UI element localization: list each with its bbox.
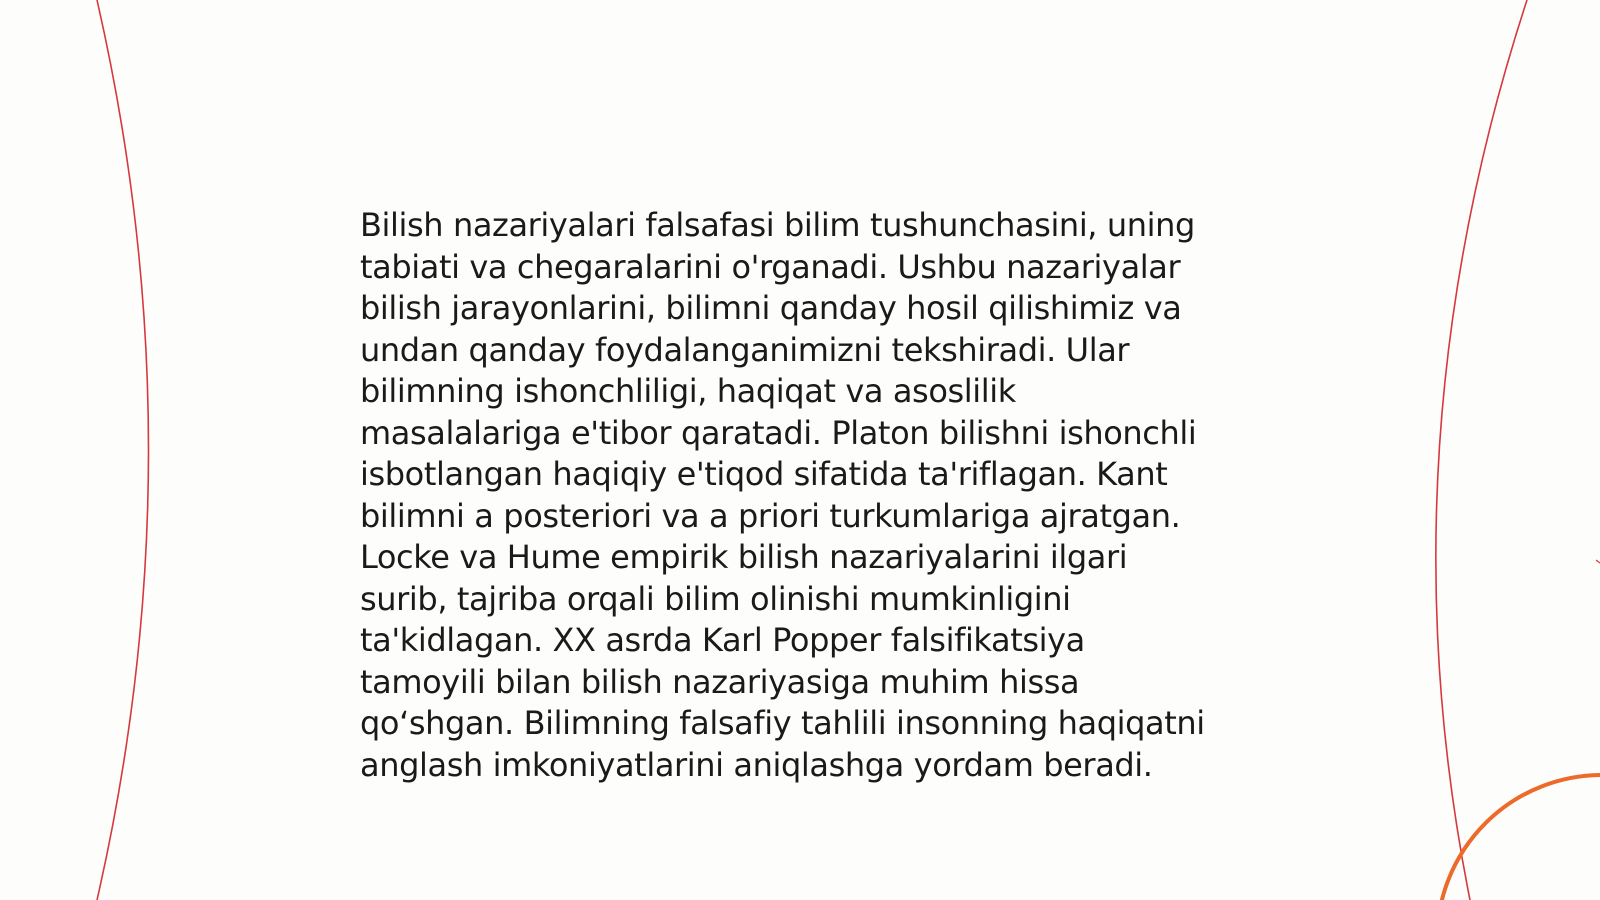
paragraph-line: bilish jarayonlarini, bilimni qanday hosil qilishimiz va <box>360 289 1182 327</box>
paragraph-line: tamoyili bilan bilish nazariyasiga muhim hissa <box>360 662 1080 701</box>
paragraph-line: tabiati va chegaralarini o'rganadi. Ushbu nazariyalar <box>360 247 1181 286</box>
body-paragraph <box>360 205 1260 786</box>
paragraph-line: ta'kidlagan. XX asrda Karl Popper falsifikatsiya <box>360 621 1085 659</box>
left-arc <box>97 0 149 900</box>
orange-circle-arc <box>1437 775 1600 900</box>
paragraph-line: bilimni a posteriori va a priori turkumlariga ajratgan. <box>360 496 1181 535</box>
paragraph-line: isbotlangan haqiqiy e'tiqod sifatida ta'riflagan. Kant <box>360 455 1168 493</box>
paragraph-line: bilimning ishonchliligi, haqiqat va asoslilik <box>360 372 1016 410</box>
small-arrow-mark <box>1596 560 1600 563</box>
paragraph-line: masalalariga e'tibor qaratadi. Platon bilishni ishonchli <box>360 413 1197 452</box>
paragraph-line: surib, tajriba orqali bilim olinishi mumkinligini <box>360 579 1071 618</box>
right-arc <box>1436 0 1527 900</box>
paragraph-line: Locke va Hume empirik bilish nazariyalarini ilgari <box>360 538 1128 576</box>
paragraph-line: Bilish nazariyalari falsafasi bilim tushunchasini, uning <box>360 206 1195 244</box>
paragraph-line: undan qanday foydalanganimizni tekshiradi. Ular <box>360 330 1130 369</box>
paragraph-line: qo‘shgan. Bilimning falsafiy tahlili insonning haqiqatni <box>360 704 1205 742</box>
paragraph-line: anglash imkoniyatlarini aniqlashga yordam beradi. <box>360 745 1153 784</box>
